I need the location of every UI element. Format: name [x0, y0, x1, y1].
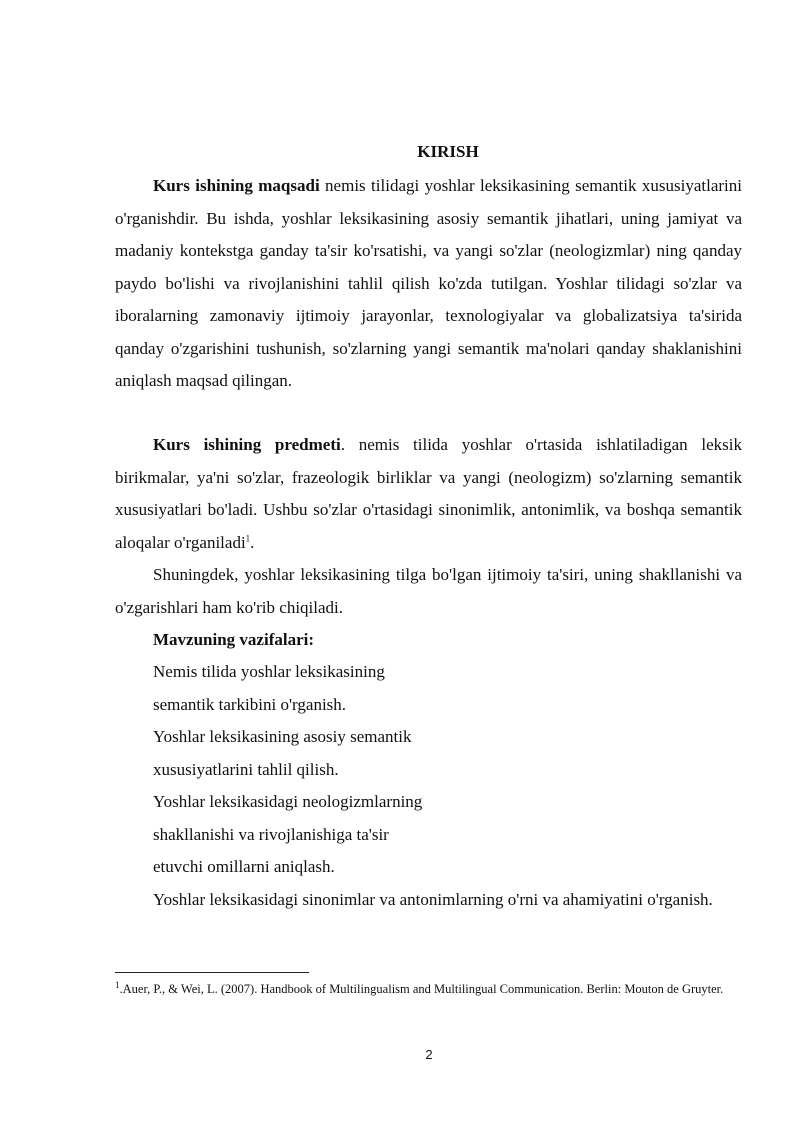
page-number: 2	[425, 1047, 433, 1062]
task-line: Yoshlar leksikasidagi neologizmlarning	[153, 792, 423, 811]
paragraph-synonyms: Yoshlar leksikasidagi sinonimlar va antonimlarning o'rni va ahamiyatini o'rganish.	[153, 890, 713, 909]
footnote	[115, 981, 742, 998]
paragraph-subject	[115, 429, 742, 559]
task-line: Nemis tilida yoshlar leksikasining	[153, 662, 385, 681]
task-line: Yoshlar leksikasining asosiy semantik	[153, 727, 412, 746]
tasks-heading: Mavzuning vazifalari:	[153, 630, 315, 649]
purpose-lead: Kurs ishining maqsadi	[153, 176, 320, 195]
purpose-text: nemis tilidagi yoshlar leksikasining semantik xususiyatlarini o'rganishdir. Bu ishda, yoshlar leksikasining asosiy semantik jihatlari, uning jamiyat va madaniy kontekstga ganday ta'sir ko'rsatishi, va yangi so'zlar (neologizmlar) ning qanday paydo bo'lishi va rivojlanishini tahlil qilish ko'zda tutilgan. Yoshlar tilidagi so'zlar va iboralarning zamonaviy ijtimoiy jarayonlar, texnologiyalar va globalizatsiya ta'sirida qanday o'zgarishini tushunish, so'zlarning yangi semantik ma'nolari qanday shaklanishini aniqlash maqsad qilingan.	[115, 176, 742, 390]
footnote-reference[interactable]: 1	[245, 532, 251, 543]
task-line: shakllanishi va rivojlanishiga ta'sir	[153, 825, 389, 844]
subject-end: .	[250, 532, 255, 552]
paragraph-purpose	[115, 170, 742, 398]
subject-text: . nemis tilida yoshlar o'rtasida ishlatiladigan leksik birikmalar, ya'ni so'zlar, frazeologik birliklar va yangi (neologizm) so'zlarning semantik xususiyatlari bo'ladi. Ushbu so'zlar o'rtasidagi sinonimlik, antonimlik, va boshqa semantik aloqalar o'rganiladi	[115, 435, 742, 552]
paragraph-also: Shuningdek, yoshlar leksikasining tilga bo'lgan ijtimoiy ta'siri, uning shakllanishi va o'zgarishlari ham ko'rib chiqiladi.	[115, 565, 742, 617]
footnote-text: .Auer, P., & Wei, L. (2007). Handbook of Multilingualism and Multilingual Communication. Berlin: Mouton de Gruyter.	[119, 982, 724, 996]
footnote-divider	[115, 972, 309, 973]
task-line: etuvchi omillarni aniqlash.	[153, 857, 335, 876]
section-title: KIRISH	[417, 142, 479, 161]
task-line: semantik tarkibini o'rganish.	[153, 695, 347, 714]
task-line: xususiyatlarini tahlil qilish.	[153, 760, 339, 779]
subject-lead: Kurs ishining predmeti	[153, 435, 341, 454]
footnote-mark: 1	[115, 979, 120, 990]
